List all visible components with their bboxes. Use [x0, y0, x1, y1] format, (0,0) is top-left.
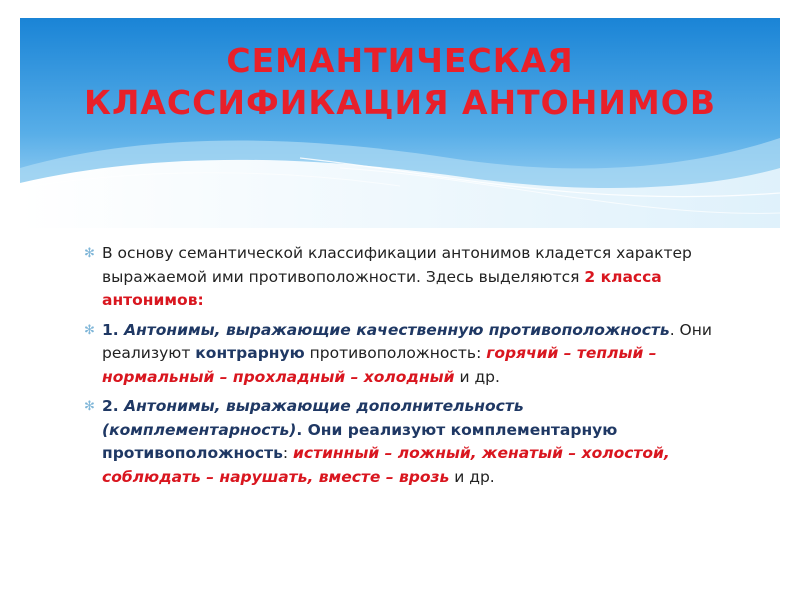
class-1-number: 1.	[102, 320, 119, 339]
asterisk-bullet-icon: ✻	[84, 322, 95, 338]
class-2-examples: истинный – ложный, женатый – холостой, соблюдать – нарушать, вместе – врозь	[102, 444, 670, 486]
class-1-tail: и др.	[454, 367, 500, 386]
asterisk-bullet-icon: ✻	[84, 246, 95, 261]
class-2-tail: и др.	[449, 467, 495, 486]
class-1-colon: :	[476, 344, 487, 362]
title-line-2: КЛАССИФИКАЦИЯ АНТОНИМОВ	[84, 83, 716, 122]
intro-highlight: 2 класса антонимов:	[102, 267, 662, 309]
slide-body	[84, 242, 724, 495]
class-1-heading: Антонимы, выражающие качественную противоположность	[118, 320, 670, 339]
asterisk-bullet-icon: ✻	[84, 399, 95, 414]
class-1-examples: горячий – теплый – нормальный – прохладный – холодный	[102, 344, 657, 386]
title-line-1: СЕМАНТИЧЕСКАЯ	[226, 41, 574, 80]
paragraph-class-2	[84, 395, 724, 489]
intro-text: В основу семантической классификации антонимов кладется характер выражаемой ими противоположности. Здесь выделяются	[102, 244, 692, 286]
class-2-heading: Антонимы, выражающие дополнительность (комплементарность)	[102, 397, 524, 439]
paragraph-class-1	[84, 319, 724, 390]
class-2-number: 2.	[102, 397, 119, 415]
class-1-term: контрарную	[195, 344, 305, 362]
class-1-term-2: противоположность	[304, 344, 477, 362]
class-2-colon: :	[282, 444, 294, 462]
class-2-mid: . Они реализуют комплементарную противоположность	[102, 420, 618, 462]
slide-title	[20, 40, 780, 124]
class-1-mid: . Они реализуют	[102, 320, 712, 362]
paragraph-intro	[84, 242, 724, 313]
